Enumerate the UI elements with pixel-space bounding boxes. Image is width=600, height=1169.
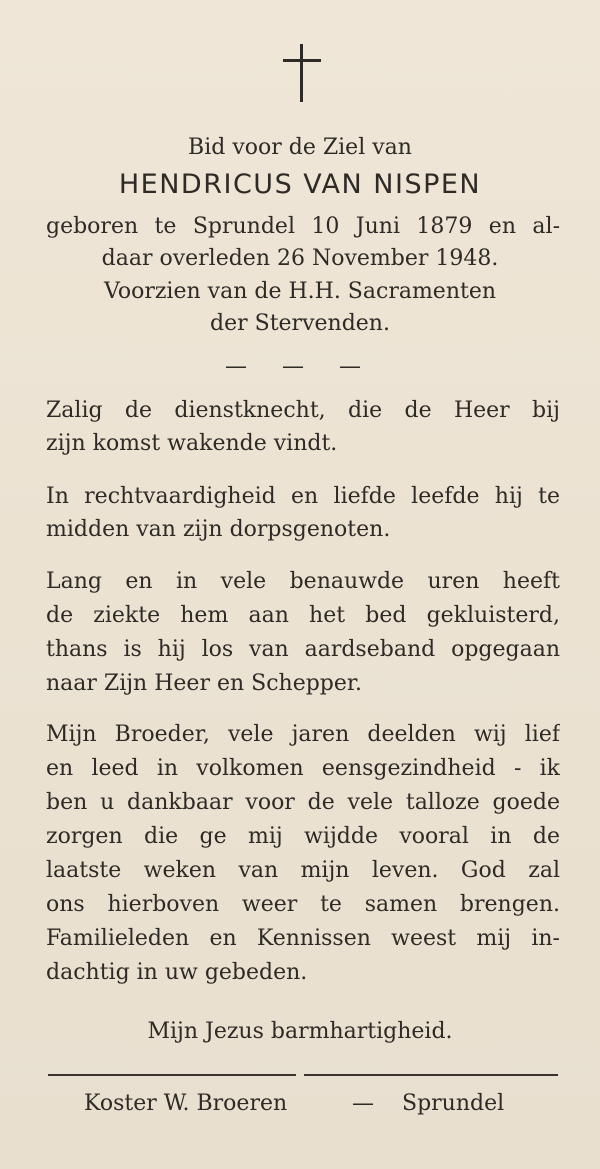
paragraph-line: Lang en in vele benauwde uren heeft [46, 569, 560, 594]
paragraph-line: Familieleden en Kennissen weest mij in- [46, 926, 560, 951]
paragraph-line: In rechtvaardigheid en liefde leefde hij te [46, 484, 560, 509]
closing-prayer: Mijn Jezus barmhartigheid. [147, 1019, 453, 1044]
paragraph-line: de ziekte hem aan het bed gekluisterd, [46, 603, 560, 628]
paragraph-line: thans is hij los van aardseband opgegaan [46, 637, 560, 662]
paragraph-line: zijn komst wakende vindt. [46, 431, 338, 456]
divider: — — — [225, 354, 375, 379]
footer-rule-left [48, 1074, 296, 1076]
cross-icon [280, 42, 324, 104]
paragraph-line: ben u dankbaar voor de vele talloze goede [46, 790, 560, 815]
sacraments-line-2: der Stervenden. [210, 311, 390, 336]
printer-name: Koster W. Broeren [84, 1091, 288, 1116]
paragraph-line: laatste weken van mijn leven. God zal [46, 858, 560, 883]
paragraph-line: Zalig de dienstknecht, die de Heer bij [46, 398, 560, 423]
birth-line: geboren te Sprundel 10 Juni 1879 en al- [46, 214, 560, 239]
footer-rule-right [304, 1074, 558, 1076]
death-line: daar overleden 26 November 1948. [101, 246, 499, 271]
paragraph-line: dachtig in uw gebeden. [46, 960, 308, 985]
paragraph-line: en leed in volkomen eensgezindheid - ik [46, 756, 560, 781]
paragraph-line: Mijn Broeder, vele jaren deelden wij lief [46, 722, 560, 747]
sacraments-line: Voorzien van de H.H. Sacramenten [103, 279, 497, 304]
intro-text: Bid voor de Ziel van [188, 135, 412, 160]
paragraph-line: ons hierboven weer te samen brengen. [46, 892, 560, 917]
deceased-name: HENDRICUS VAN NISPEN [118, 169, 482, 200]
printer-place: Sprundel [402, 1091, 505, 1116]
footer-dash: — [352, 1091, 374, 1116]
paragraph-line: midden van zijn dorpsgenoten. [46, 517, 391, 542]
paragraph-line: naar Zijn Heer en Schepper. [46, 671, 362, 696]
paragraph-line: zorgen die ge mij wijdde vooral in de [46, 824, 560, 849]
